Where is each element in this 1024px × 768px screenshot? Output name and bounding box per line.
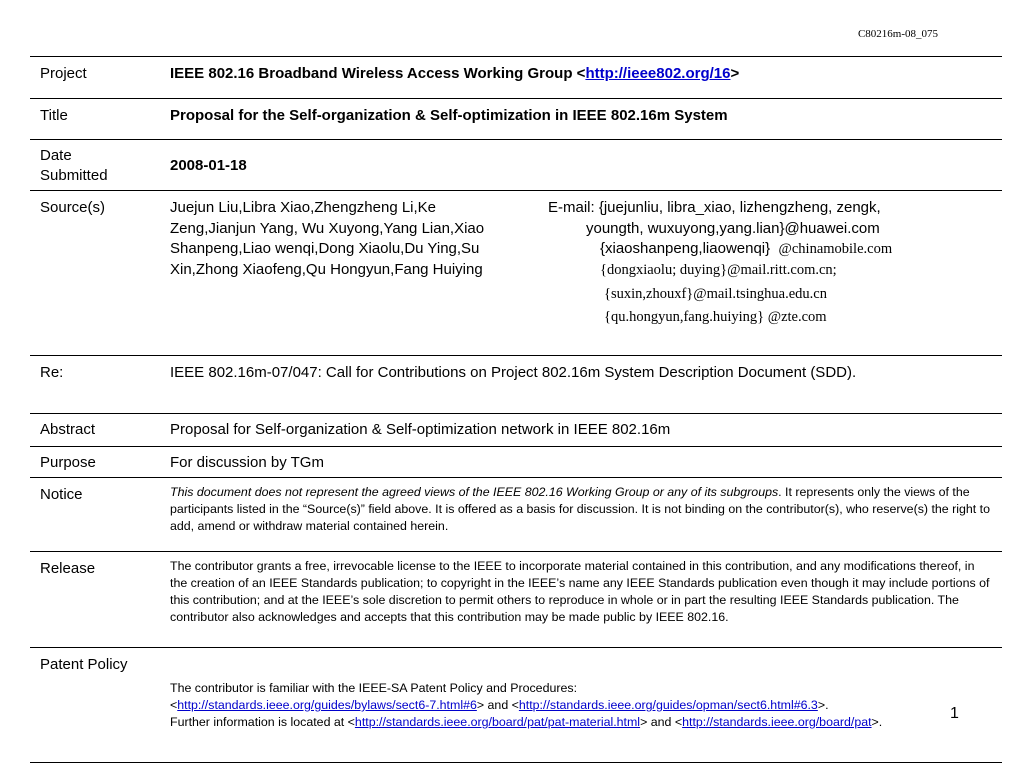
project-label: Project: [40, 65, 87, 82]
project-row: [30, 56, 1002, 98]
email-line: {qu.hongyun,fang.huiying} @zte.com: [604, 308, 827, 325]
board-pat-link[interactable]: http://standards.ieee.org/board/pat: [682, 715, 872, 729]
purpose-content: For discussion by TGm: [170, 454, 324, 471]
document-id: C80216m-08_075: [857, 28, 938, 40]
notice-label: Notice: [40, 486, 83, 503]
date-label-line1: Date: [40, 147, 72, 164]
email-line: E-mail: {juejunliu, libra_xiao, lizhengzheng, zengk,: [548, 199, 881, 216]
page-number: 1: [950, 705, 959, 722]
opman-link[interactable]: http://standards.ieee.org/guides/opman/sect6.html#6.3: [518, 698, 818, 712]
source-emails: [548, 198, 988, 328]
patent-line: [170, 714, 992, 731]
title-label: Title: [40, 107, 68, 124]
notice-text: . It represents only the views of the participants listed in the “Source(s)” field above. It is offered as a basis for discussion. It is not binding on the contributor(s), who reserve(s) the right to add, amend or withdraw material contained herein.: [170, 485, 991, 533]
release-content: The contributor grants a free, irrevocable license to the IEEE to incorporate material contained in this contribution, and any modifications thereof, in the creation of an IEEE Standards publication; to copyright in the IEEE’s name any IEEE Standards publication even though it may include portions of this contribution; and at the IEEE’s sole discretion to permit others to reproduce in whole or in part the resulting IEEE Standards publication. The contributor also acknowledges and accepts that this contribution may be made public by IEEE 802.16.: [170, 559, 990, 624]
email-line-part: @chinamobile.com: [778, 241, 893, 258]
project-suffix: >: [730, 65, 740, 82]
email-line: {suxin,zhouxf}@mail.tsinghua.edu.cn: [604, 286, 827, 303]
date-content: 2008-01-18: [170, 157, 247, 174]
cover-table: [30, 56, 1002, 763]
bylaws-link[interactable]: http://standards.ieee.org/guides/bylaws/sect6-7.html#6: [177, 698, 477, 712]
patent-text: >.: [871, 715, 883, 729]
source-label: Source(s): [40, 199, 106, 216]
release-label: Release: [40, 560, 96, 577]
notice-row: [30, 477, 1002, 551]
purpose-label: Purpose: [40, 454, 96, 471]
abstract-label: Abstract: [40, 421, 96, 438]
title-row: [30, 98, 1002, 139]
source-authors: [170, 198, 540, 280]
re-label: Re:: [40, 364, 64, 381]
project-content: [170, 64, 992, 84]
title-content: Proposal for the Self-organization & Self-optimization in IEEE 802.16m System: [170, 107, 728, 124]
email-line-part: {xiaoshanpeng,liaowenqi}: [600, 240, 771, 258]
abstract-row: [30, 413, 1002, 446]
notice-content: [170, 484, 992, 535]
email-line: {dongxiaolu; duying}@mail.ritt.com.cn;: [600, 261, 837, 278]
patent-text: > and <: [640, 715, 683, 729]
project-text: IEEE 802.16 Broadband Wireless Access Working Group <: [170, 65, 586, 82]
patent-text: > and <: [476, 698, 519, 712]
pat-material-link[interactable]: http://standards.ieee.org/board/pat/pat-material.html: [354, 715, 641, 729]
patent-line: [170, 697, 992, 714]
email-line: youngth, wuxuyong,yang.lian}@huawei.com: [586, 219, 880, 237]
date-row: [30, 139, 1002, 190]
email-line: [548, 239, 988, 260]
purpose-row: [30, 446, 1002, 477]
author-line: Xin,Zhong Xiaofeng,Qu Hongyun,Fang Huiying: [170, 260, 483, 278]
date-label-line2: Submitted: [40, 167, 108, 184]
patent-line: The contributor is familiar with the IEEE-SA Patent Policy and Procedures:: [170, 681, 578, 695]
project-link[interactable]: http://ieee802.org/16: [585, 65, 731, 82]
re-row: [30, 355, 1002, 413]
author-line: Zeng,Jianjun Yang, Wu Xuyong,Yang Lian,Xiao: [170, 219, 485, 237]
abstract-content: Proposal for Self-organization & Self-optimization network in IEEE 802.16m: [170, 421, 671, 438]
release-row: [30, 551, 1002, 647]
date-label: [40, 146, 108, 186]
patent-text: <: [170, 698, 178, 712]
notice-italic: This document does not represent the agreed views of the IEEE 802.16 Working Group or any of its subgroups: [170, 485, 779, 499]
author-line: Juejun Liu,Libra Xiao,Zhengzheng Li,Ke: [170, 199, 437, 216]
patent-label: Patent Policy: [40, 656, 128, 673]
patent-text: >.: [817, 698, 829, 712]
author-line: Shanpeng,Liao wenqi,Dong Xiaolu,Du Ying,Su: [170, 240, 480, 258]
source-row: [30, 190, 1002, 355]
re-content: IEEE 802.16m-07/047: Call for Contributions on Project 802.16m System Description Document (SDD).: [170, 364, 857, 381]
patent-row: [30, 647, 1002, 763]
patent-text: Further information is located at <: [170, 715, 355, 729]
patent-content: [170, 680, 992, 731]
